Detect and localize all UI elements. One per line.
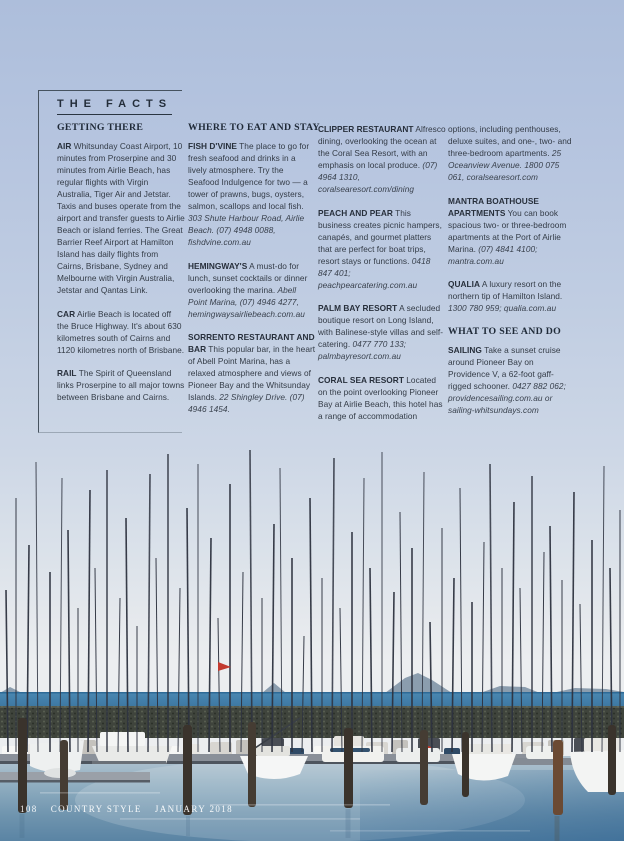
entry-body: The place to go for fresh seafood and drinks in a lively atmosphere. Try the Seafood Indulgence for two — a tower of prawns, bugs, oysters, salmon, scallops and local fish. bbox=[188, 141, 310, 211]
entry-detail: 303 Shute Harbour Road, Airlie Beach. (07) 4948 0088, fishdvine.com.au bbox=[188, 213, 305, 247]
entry-lead: PALM BAY RESORT bbox=[318, 303, 398, 313]
fact-entry-sailing bbox=[448, 344, 576, 416]
entry-detail: 0418 847 401; peachpearcatering.com.au bbox=[318, 255, 431, 290]
entry-lead: SORRENTO RESTAURANT AND BAR bbox=[188, 332, 315, 354]
entry-lead: SAILING bbox=[448, 344, 482, 355]
fact-entry-air bbox=[57, 140, 185, 296]
fact-entry-coral-sea-continued bbox=[448, 123, 576, 183]
entry-detail: (07) 4841 4100; mantra.com.au bbox=[448, 243, 538, 266]
fact-entry-peach-pear bbox=[318, 207, 446, 291]
fact-entry-rail bbox=[57, 367, 185, 403]
column-restaurants-resorts bbox=[318, 123, 446, 433]
entry-detail: (07) 4964 1310, coralsearesort.com/dining bbox=[318, 160, 438, 194]
entry-detail: 0427 882 062; providencesailing.com.au or sailing-whitsundays.com bbox=[448, 380, 566, 415]
entry-lead: PEACH AND PEAR bbox=[318, 207, 393, 218]
column-eat-and-stay bbox=[188, 122, 320, 427]
entry-detail: 0477 770 133; palmbayresort.com.au bbox=[318, 339, 407, 361]
entry-body: The Spirit of Queensland links Proserpine to all major towns between Brisbane and Cairns. bbox=[57, 368, 185, 402]
fact-entry-qualia bbox=[448, 278, 576, 314]
issue-date: JANUARY 2018 bbox=[154, 804, 234, 814]
fact-entry-palm-bay bbox=[318, 302, 446, 362]
entry-lead: CLIPPER RESTAURANT bbox=[318, 124, 414, 134]
entry-detail: 1300 780 959; qualia.com.au bbox=[448, 303, 557, 313]
fact-entry-fish-dvine bbox=[188, 140, 316, 248]
fact-entry-clipper bbox=[318, 123, 446, 195]
entry-body: You can book spacious two- or three-bedroom apartments at the Port of Airlie Marina. bbox=[448, 207, 567, 254]
magazine-name: COUNTRY STYLE bbox=[50, 804, 142, 814]
page-number: 108 bbox=[20, 804, 38, 814]
entry-body: A must-do for lunch, sunset cocktails or dinner overlooking the marina. bbox=[188, 260, 308, 295]
column-stay-see-do bbox=[448, 123, 576, 427]
entry-body: Alfresco dining, overlooking the ocean at the Coral Sea Resort, with an emphasis on local produce. bbox=[318, 124, 446, 170]
page-footer bbox=[20, 804, 233, 814]
fact-entry-coral-sea bbox=[318, 374, 446, 422]
entry-body: Take a sunset cruise around Pioneer Bay on Providence V, a 62-foot gaff-rigged schooner. bbox=[448, 344, 561, 391]
fact-entry-mantra bbox=[448, 195, 576, 267]
entry-lead: RAIL bbox=[57, 368, 77, 378]
section-heading: WHERE TO EAT AND STAY bbox=[188, 122, 320, 133]
entry-lead: AIR bbox=[57, 141, 72, 151]
entry-body: Airlie Beach is located off the Bruce Highway. It's about 630 kilometres south of Cairns and 1120 kilometres north of Brisbane. bbox=[57, 308, 185, 355]
entry-body: Located on the point overlooking Pioneer Bay at Airlie Beach, this hotel has a range of accommodation bbox=[318, 374, 443, 421]
entry-body: A secluded boutique resort on Long Island, with Balinese-style villas and self-catering. bbox=[318, 303, 444, 349]
fact-entry-sorrento bbox=[188, 331, 316, 415]
section-heading: GETTING THERE bbox=[57, 122, 144, 133]
entry-lead: MANTRA BOATHOUSE APARTMENTS bbox=[448, 195, 539, 218]
entry-detail: 22 Shingley Drive. (07) 4946 1454. bbox=[188, 392, 305, 414]
red-pennant bbox=[218, 662, 231, 671]
entry-detail: 25 Oceanview Avenue. 1800 075 061, coralsearesort.com bbox=[448, 148, 562, 182]
entry-lead: FISH D'VINE bbox=[188, 141, 237, 151]
fact-entry-car bbox=[57, 308, 185, 356]
entry-body: options, including penthouses, deluxe suites, and one-, two- and three-bedroom apartments. bbox=[448, 124, 572, 158]
marina-photo bbox=[0, 440, 624, 841]
entry-detail: Abell Point Marina, (07) 4946 4277, hemingwaysairliebeach.com.au bbox=[188, 284, 305, 319]
section-heading: WHAT TO SEE AND DO bbox=[448, 325, 562, 337]
facts-title: THE FACTS bbox=[57, 98, 172, 115]
entry-body: This business creates picnic hampers, canapés, and gourmet platters that are perfect for boat trips, resort stays or functions. bbox=[318, 207, 442, 266]
entry-lead: QUALIA bbox=[448, 279, 481, 289]
column-getting-there bbox=[57, 122, 185, 415]
fact-entry-hemingways bbox=[188, 260, 316, 320]
entry-lead: HEMINGWAY'S bbox=[188, 260, 248, 271]
entry-lead: CORAL SEA RESORT bbox=[318, 374, 404, 385]
entry-lead: CAR bbox=[57, 308, 76, 319]
entry-body: Whitsunday Coast Airport, 10 minutes from Proserpine and 30 minutes from Airlie Beach, has regular flights with Virgin Australia, Tiger Air and Jetstar. Taxis and buses operate from the airport and transfer guests to Airlie Beach or island ferries. The Great Barrier Reef Airport at Hamilton Island has daily flights from Cairns, Brisbane, Sydney and Melbourne with Virgin Australia, Jetstar and Qantas Link. bbox=[57, 141, 185, 295]
entry-body: This popular bar, in the heart of Abell Point Marina, has a relaxed atmosphere and views of Pioneer Bay and the Whitsunday Islands. bbox=[188, 344, 316, 402]
entry-body: A luxury resort on the northern tip of Hamilton Island. bbox=[448, 279, 563, 301]
